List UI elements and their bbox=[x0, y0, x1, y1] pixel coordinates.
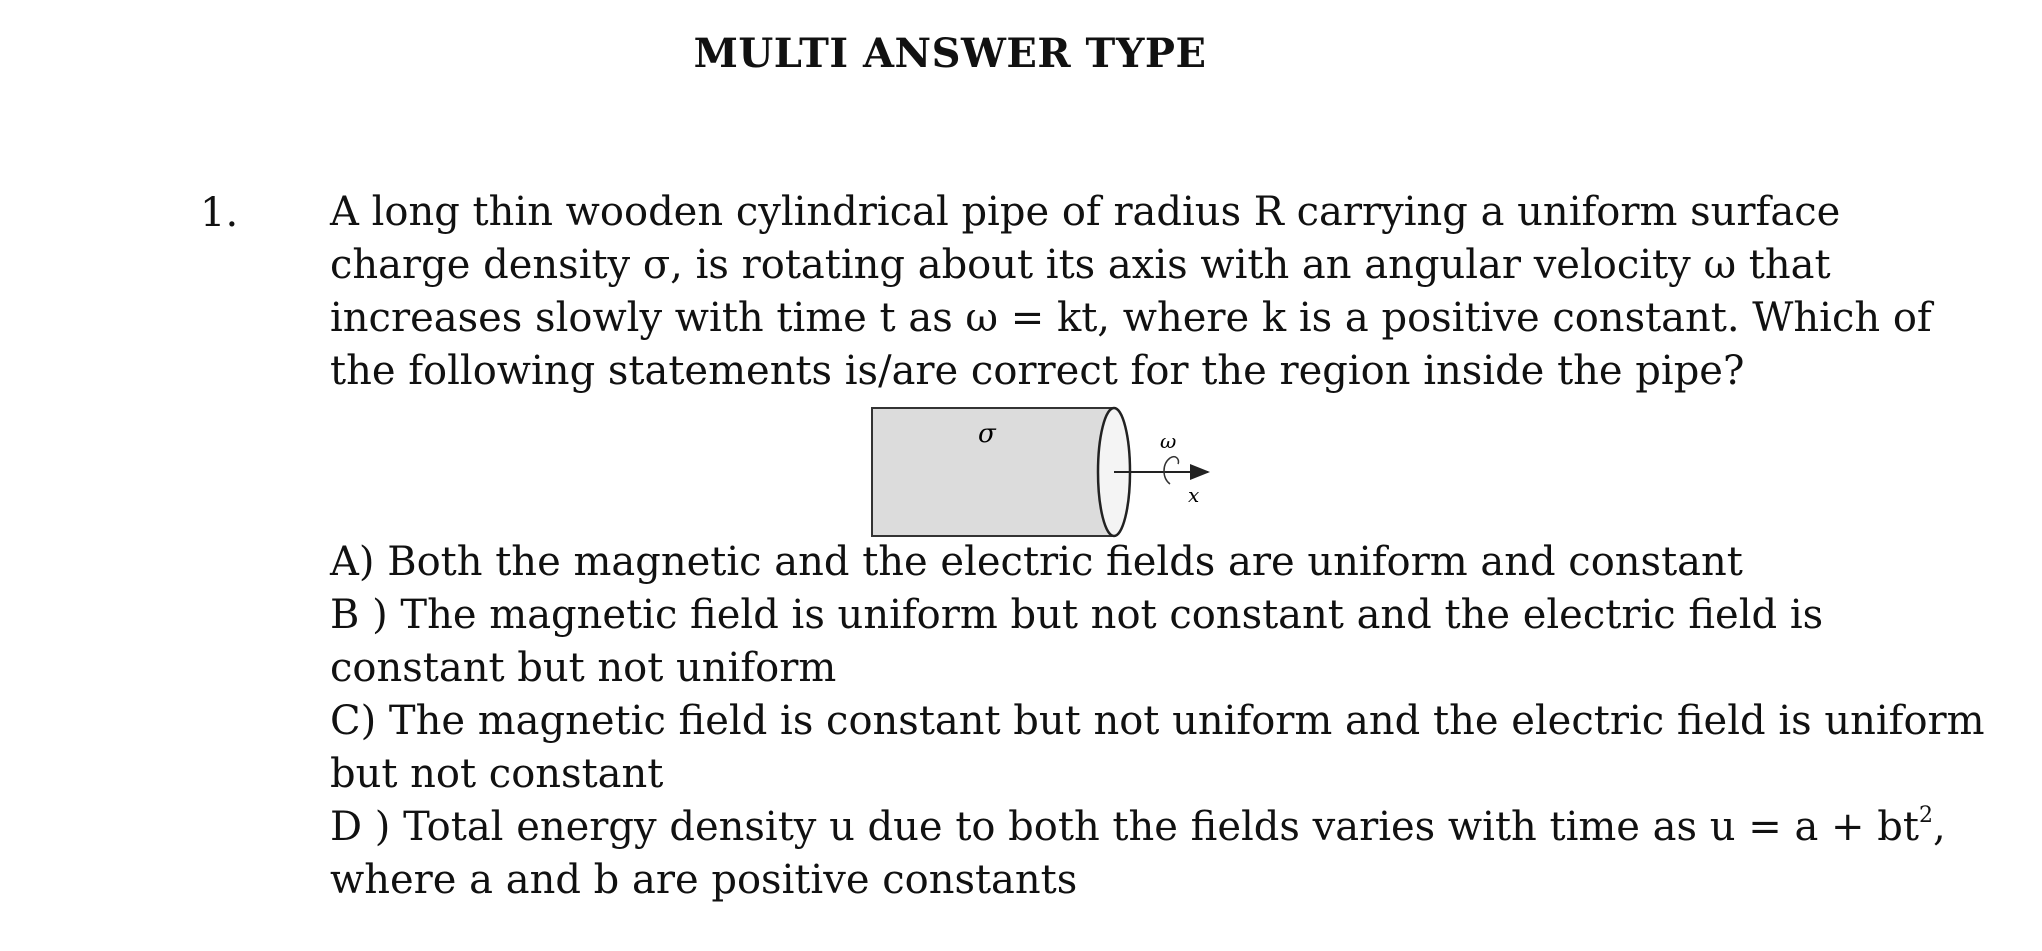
section-heading: MULTI ANSWER TYPE bbox=[693, 30, 1207, 77]
question-text bbox=[330, 186, 1932, 398]
option-d-exponent: 2 bbox=[1918, 803, 1933, 828]
option-d-continued: where a and b are positive constants bbox=[330, 857, 1078, 903]
question-line: increases slowly with time t as ω = kt, where k is a positive constant. Which of bbox=[330, 295, 1932, 341]
option-d-text: D ) Total energy density u due to both the fields varies with time as bbox=[330, 804, 1710, 850]
option-d-formula: u = a + bt bbox=[1709, 804, 1919, 850]
option-d[interactable] bbox=[330, 801, 1946, 854]
option-d-comma: , bbox=[1932, 804, 1946, 850]
option-c-continued: but not constant bbox=[330, 751, 664, 797]
options-list bbox=[330, 536, 1985, 907]
question-line: charge density σ, is rotating about its axis with an angular velocity ω that bbox=[330, 242, 1831, 288]
omega-label: ω bbox=[1160, 429, 1177, 453]
option-a[interactable]: A) Both the magnetic and the electric fields are uniform and constant bbox=[330, 539, 1743, 585]
option-c[interactable]: C) The magnetic field is constant but not uniform and the electric field is uniform bbox=[330, 698, 1985, 744]
rotation-arrow-icon bbox=[1164, 457, 1179, 484]
x-axis-label: x bbox=[1188, 483, 1200, 507]
rotating-pipe-figure bbox=[860, 402, 1220, 542]
sigma-label: σ bbox=[978, 419, 996, 449]
option-b[interactable]: B ) The magnetic field is uniform but not constant and the electric field is bbox=[330, 592, 1824, 638]
question-number: 1. bbox=[200, 190, 239, 236]
question-line: the following statements is/are correct for the region inside the pipe? bbox=[330, 348, 1745, 394]
pipe-body bbox=[872, 408, 1130, 536]
question-line: A long thin wooden cylindrical pipe of radius R carrying a uniform surface bbox=[330, 189, 1841, 235]
option-b-continued: constant but not uniform bbox=[330, 645, 837, 691]
